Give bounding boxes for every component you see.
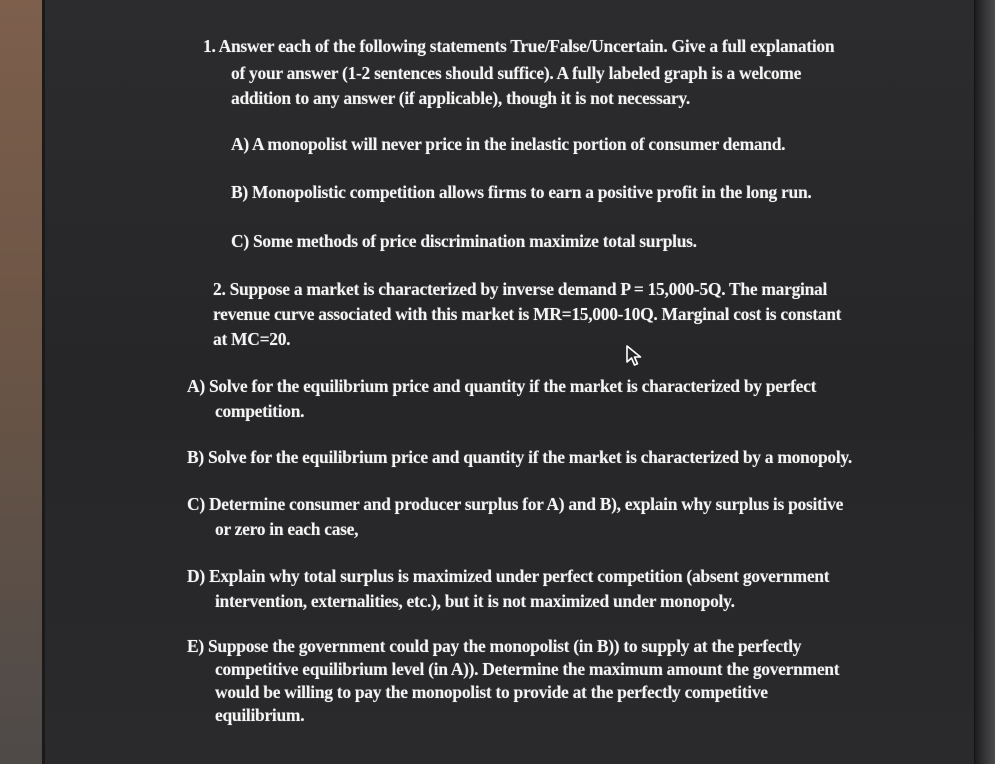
- q1-line-3: addition to any answer (if applicable), though it is not necessary.: [231, 88, 690, 108]
- q2-part-c-line-1: C) Determine consumer and producer surplus for A) and B), explain why surplus is positive: [187, 494, 844, 514]
- q1-line-1: 1. Answer each of the following statements True/False/Uncertain. Give a full explanation: [203, 36, 835, 56]
- q2-part-e-line-4: equilibrium.: [215, 705, 305, 725]
- mouse-pointer-icon: [625, 344, 645, 368]
- background-edge: [0, 0, 44, 764]
- q1-part-a: A) A monopolist will never price in the inelastic portion of consumer demand.: [231, 134, 786, 154]
- q2-line-2: revenue curve associated with this market is MR=15,000-10Q. Marginal cost is constant: [213, 304, 842, 324]
- monitor-bezel: [975, 0, 995, 764]
- q2-line-1: 2. Suppose a market is characterized by inverse demand P = 15,000-5Q. The marginal: [213, 279, 828, 299]
- q2-line-3: at MC=20.: [213, 329, 291, 349]
- q2-part-d-line-1: D) Explain why total surplus is maximized under perfect competition (absent government: [187, 566, 830, 586]
- q1-part-c: C) Some methods of price discrimination maximize total surplus.: [231, 231, 697, 251]
- q2-part-e-line-2: competitive equilibrium level (in A)). Determine the maximum amount the government: [215, 659, 840, 679]
- q2-part-c-line-2: or zero in each case,: [215, 519, 359, 539]
- q2-part-a-line-2: competition.: [215, 401, 305, 421]
- document-page: [45, 0, 980, 764]
- q2-part-d-line-2: intervention, externalities, etc.), but it is not maximized under monopoly.: [215, 591, 735, 611]
- q1-line-2: of your answer (1-2 sentences should suffice). A fully labeled graph is a welcome: [231, 63, 802, 83]
- q2-part-b: B) Solve for the equilibrium price and quantity if the market is characterized by a monopoly.: [187, 447, 852, 467]
- q2-part-e-line-3: would be willing to pay the monopolist to provide at the perfectly competitive: [215, 682, 768, 702]
- q2-part-e-line-1: E) Suppose the government could pay the monopolist (in B)) to supply at the perfectly: [187, 636, 802, 656]
- monitor-screen: [42, 0, 977, 764]
- q2-part-a-line-1: A) Solve for the equilibrium price and quantity if the market is characterized by perfect: [187, 376, 817, 396]
- q1-part-b: B) Monopolistic competition allows firms to earn a positive profit in the long run.: [231, 182, 812, 202]
